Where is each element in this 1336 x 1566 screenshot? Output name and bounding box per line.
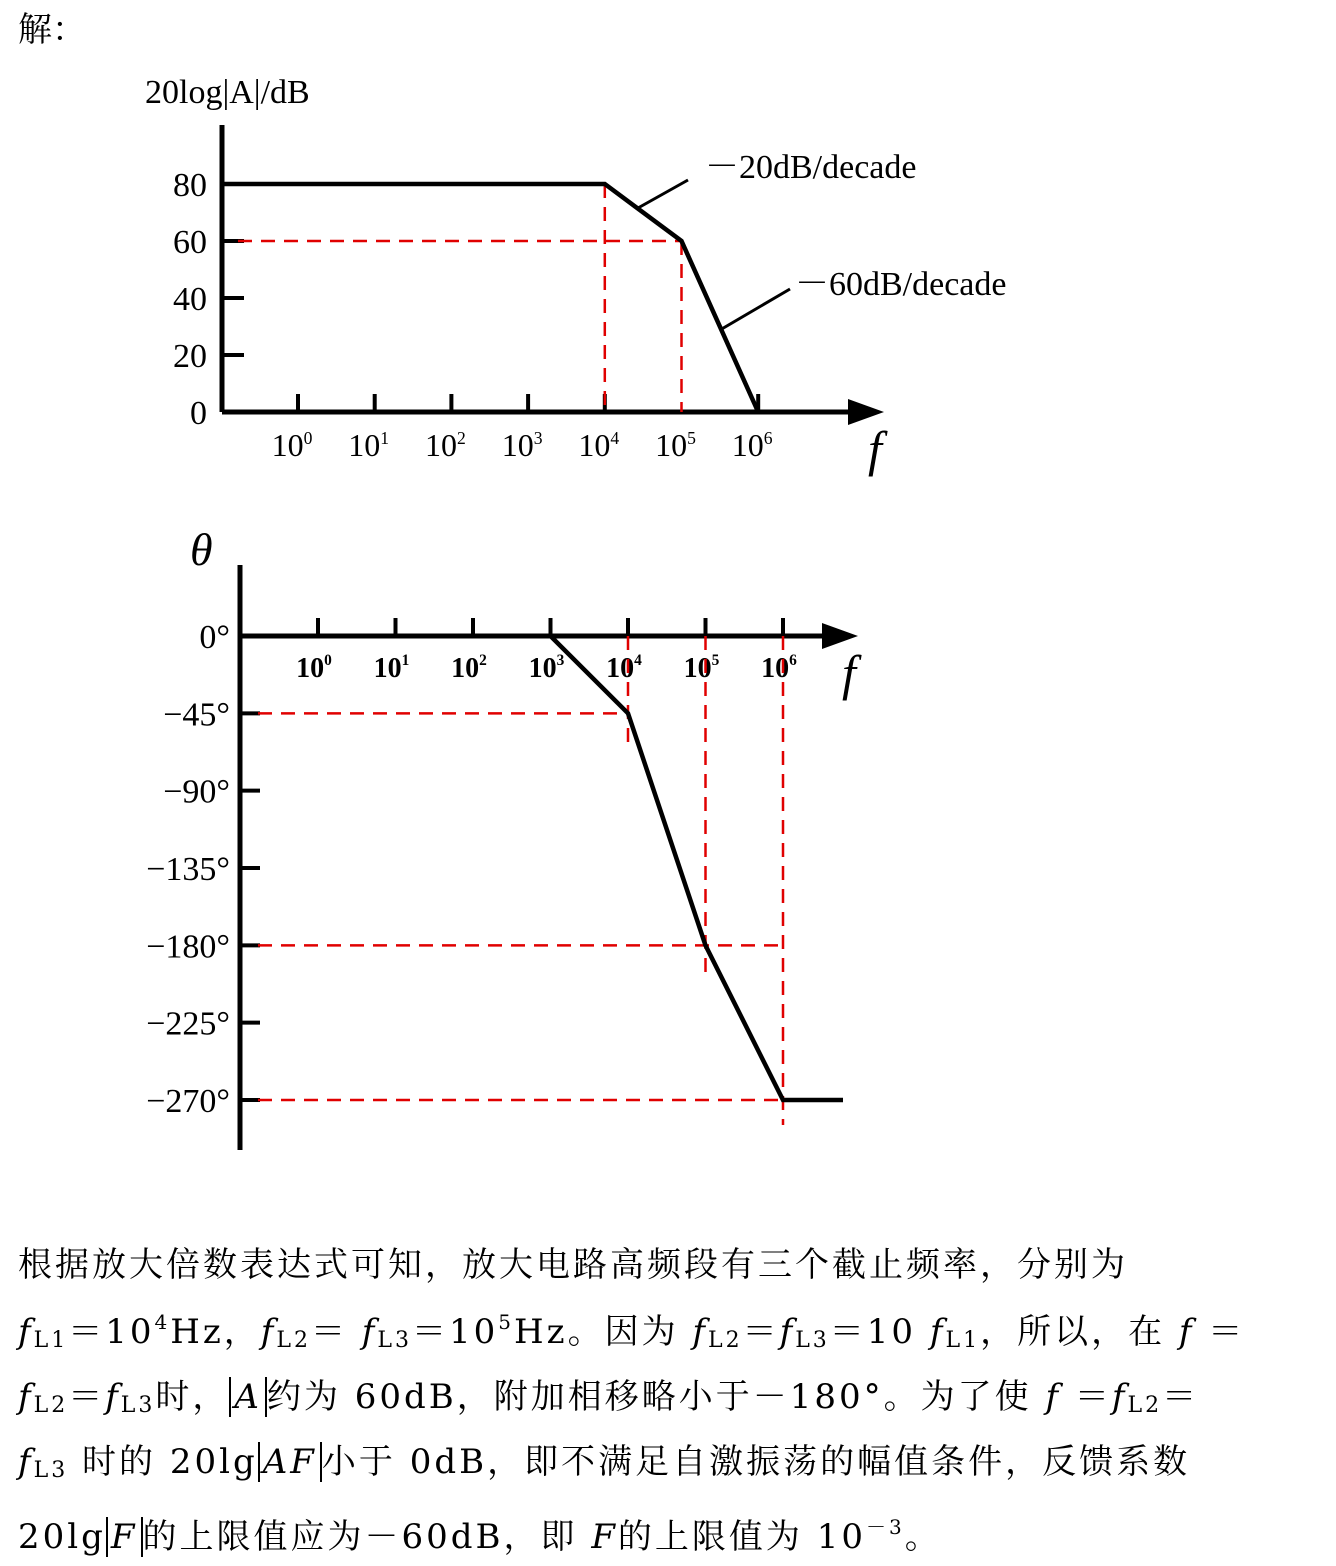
sub-l2: L2	[707, 1328, 743, 1353]
eq: ＝	[310, 1312, 348, 1352]
f-dot-symbol: F	[110, 1517, 138, 1557]
explanation-paragraph	[18, 1237, 1313, 1566]
f-symbol: f	[929, 1312, 946, 1352]
f-symbol: f	[361, 1312, 378, 1352]
f-symbol: f	[692, 1312, 708, 1352]
phase-x-tick-label: $10^6$	[761, 652, 797, 684]
when: 时，	[155, 1377, 230, 1417]
f-symbol: f	[18, 1442, 34, 1482]
mag-x-label: f	[868, 421, 882, 477]
phase-y-tick-label: −90°	[163, 773, 230, 811]
a-dot-symbol: A	[262, 1442, 291, 1482]
hz-comma: Hz，	[170, 1312, 261, 1352]
solution-label: 解：	[18, 10, 86, 50]
para-text-1: 根据放大倍数表达式可知，放大电路高频段有三个截止频率，分别为	[18, 1245, 1128, 1285]
ten: 10	[866, 1312, 917, 1352]
mag-curve	[222, 184, 758, 412]
annot-20db: －20dB/decade	[705, 149, 917, 186]
phase-plot	[146, 524, 862, 1150]
approx-text: 约为 60dB，附加相移略小于－180°。为了使	[266, 1377, 1032, 1417]
less-text: 小于 0dB，即不满足自激振荡的幅值条件，反馈系数	[321, 1442, 1191, 1482]
sub-l1: L1	[33, 1328, 69, 1353]
val-10: 10	[449, 1312, 499, 1352]
mag-y-label: 20log|A|/dB	[145, 74, 310, 111]
lg20: 20lg	[18, 1517, 106, 1557]
eq: ＝	[742, 1312, 780, 1352]
sub-l3: L3	[120, 1393, 156, 1418]
upper-text: 的上限值应为－60dB，即	[142, 1517, 578, 1557]
because: 因为	[604, 1312, 679, 1352]
f-symbol: f	[1111, 1377, 1128, 1417]
mag-x-tick-label: $10^0$	[271, 427, 313, 463]
annot-leader-20	[638, 180, 688, 208]
mag-y-tick-label: 20	[173, 338, 207, 375]
mag-x-tick-label: $10^6$	[731, 427, 773, 463]
sub-l2: L2	[33, 1393, 69, 1418]
f-symbol: f	[1178, 1312, 1195, 1352]
mag-x-tick-label: $10^4$	[578, 427, 620, 463]
phase-y-tick-label: −135°	[146, 851, 230, 888]
hz-period: Hz。	[514, 1312, 605, 1352]
phase-x-tick-label: $10^4$	[606, 652, 642, 684]
f-symbol: f	[260, 1312, 277, 1352]
sub-l3: L3	[377, 1328, 412, 1353]
sub-l2: L2	[276, 1328, 311, 1353]
f-symbol: f	[105, 1377, 121, 1417]
annot-60db: －60dB/decade	[795, 266, 1007, 303]
eq: ＝	[68, 1312, 106, 1352]
f-dot-symbol: F	[290, 1442, 317, 1482]
upper2-text: 的上限值为 10	[617, 1517, 866, 1557]
phase-curve	[551, 636, 844, 1100]
exp-5: 5	[498, 1310, 514, 1334]
phase-y-tick-label: 0°	[199, 619, 230, 656]
phase-x-tick-label: $10^5$	[683, 652, 720, 684]
a-dot-symbol: A	[234, 1377, 262, 1417]
mag-x-tick-label: $10^3$	[501, 427, 543, 463]
eq: ＝	[1074, 1377, 1112, 1417]
eq: ＝	[412, 1312, 449, 1352]
abs-af	[258, 1442, 322, 1482]
mag-y-tick-label: 80	[173, 167, 207, 204]
exp-4: 4	[154, 1310, 171, 1334]
phase-y-label: θ	[190, 524, 213, 575]
phase-x-tick-label: $10^2$	[451, 652, 487, 684]
so: ，所以，在	[980, 1312, 1166, 1352]
eq: ＝	[1208, 1312, 1246, 1352]
phase-y-tick-label: −225°	[146, 1005, 230, 1043]
mag-x-tick-label: $10^2$	[425, 427, 466, 463]
f-dot-symbol: F	[591, 1517, 618, 1557]
phase-y-tick-label: −180°	[146, 928, 230, 966]
phase-y-tick-label: −45°	[163, 696, 230, 734]
sub-l3: L3	[33, 1458, 69, 1483]
phase-x-tick-label: $10^3$	[528, 652, 565, 684]
eq: ＝	[68, 1377, 106, 1417]
abs-a	[229, 1377, 267, 1417]
mag-x-tick-label: $10^5$	[655, 427, 696, 463]
mag-y-tick-label: 40	[173, 281, 207, 318]
phase-x-tick-label: $10^1$	[373, 652, 410, 684]
eq: ＝	[829, 1312, 867, 1352]
phase-x-tick-label: $10^0$	[296, 652, 332, 684]
f-symbol: f	[18, 1312, 34, 1352]
mag-y-tick-label: 60	[173, 224, 207, 261]
val-10: 10	[105, 1312, 155, 1352]
sub-l1: L1	[945, 1328, 981, 1353]
abs-f	[106, 1517, 143, 1557]
when2: 时的	[82, 1442, 157, 1482]
annot-leader-60	[720, 289, 790, 330]
phase-y-tick-label: −270°	[146, 1083, 230, 1120]
f-symbol: f	[18, 1377, 34, 1417]
exp-minus3: －3	[866, 1515, 905, 1539]
mag-x-tick-label: $10^1$	[348, 427, 390, 463]
period: 。	[904, 1517, 942, 1557]
eq: ＝	[1162, 1377, 1200, 1417]
f-symbol: f	[1045, 1377, 1062, 1417]
magnitude-plot	[145, 74, 1007, 477]
lg20: 20lg	[169, 1442, 258, 1482]
f-symbol: f	[779, 1312, 796, 1352]
mag-y-tick-label: 0	[190, 395, 207, 432]
sub-l2: L2	[1127, 1393, 1163, 1418]
phase-x-label: f	[842, 645, 856, 701]
sub-l3: L3	[795, 1328, 830, 1353]
